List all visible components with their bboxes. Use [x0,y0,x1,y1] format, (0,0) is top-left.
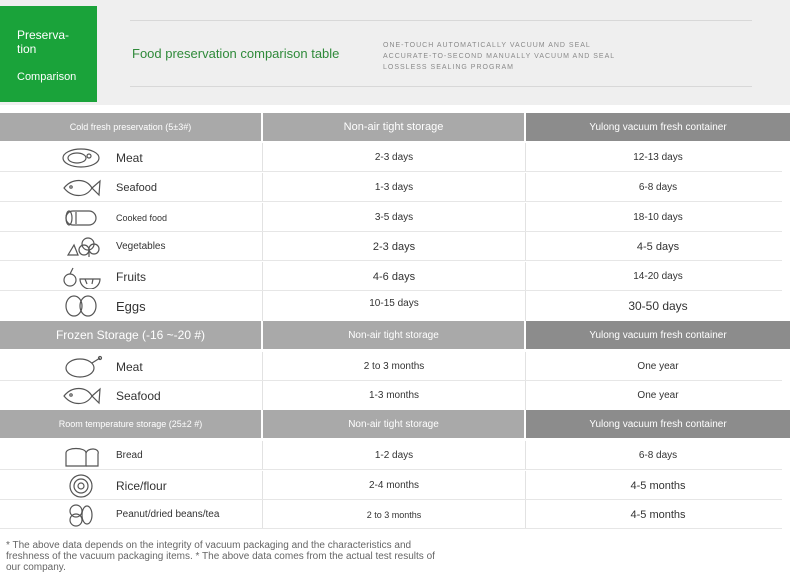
slogan [383,40,615,73]
non-air-value: 2 to 3 months [363,361,425,372]
section-header-room-temp [0,410,790,438]
table-row [0,262,790,291]
section-title: Frozen Storage (-16 ~-20 #) [0,321,261,349]
vacuum-value: 4-5 months [630,508,686,521]
column-header-vacuum: Yulong vacuum fresh container [526,113,790,141]
non-air-value: 3-5 days [374,212,414,223]
divider [130,86,752,87]
rice-bowl-icon [60,474,104,498]
vacuum-value: 12-13 days [633,152,683,163]
non-air-value: 1-2 days [374,450,414,461]
vacuum-value: One year [637,361,679,372]
table-row [0,500,790,529]
non-air-value: 2-3 days [374,152,414,163]
non-air-value: 1-3 months [368,390,420,401]
badge-line1: Preserva-tion [17,28,70,56]
slogan-line: ACCURATE-TO-SECOND MANUALLY VACUUM AND SEAL [383,53,616,60]
food-name: Seafood [116,181,157,194]
column-header-vacuum: Yulong vacuum fresh container [526,410,790,438]
table-row [0,471,790,500]
vacuum-value: 14-20 days [633,271,683,282]
table-row [0,291,790,321]
food-name: Seafood [116,388,161,403]
slogan-line: ONE-TOUCH AUTOMATICALLY VACUUM AND SEAL [383,42,591,49]
table-row [0,143,790,172]
column-header-non-air: Non-air tight storage [263,410,524,438]
footnote: * The above data depends on the integrity of vacuum packaging and the characteristics and freshness of the vacuum packaging items. * The above data comes from the actual test results of our company. [6,540,435,573]
food-name: Cooked food [116,212,168,223]
vacuum-value: 30-50 days [628,299,688,313]
chicken-icon [60,355,104,379]
non-air-value: 2-3 days [372,240,416,253]
section-header-cold [0,113,790,141]
sausage-icon [60,206,104,230]
badge [0,6,97,102]
non-air-value: 2-4 months [368,480,420,491]
food-name: Peanut/dried beans/tea [116,509,220,520]
section-title: Cold fresh preservation (5±3#) [0,113,261,141]
bread-icon [60,444,104,468]
food-name: Rice/flour [116,478,167,493]
vacuum-value: 6-8 days [638,450,678,461]
food-name: Meat [116,150,143,165]
non-air-value: 4-6 days [372,270,416,283]
vacuum-value: 6-8 days [638,182,678,193]
table-row [0,352,790,381]
table-row [0,381,790,410]
table-row [0,441,790,470]
page-title: Food preservation comparison table [132,46,340,61]
header-banner [0,0,790,105]
fish-icon [60,176,104,200]
peanut-icon [60,503,104,527]
section-header-frozen [0,321,790,349]
food-name: Meat [116,359,143,374]
non-air-value: 2 to 3 months [366,509,422,520]
column-header-non-air: Non-air tight storage [263,321,524,349]
vacuum-value: 4-5 days [636,240,680,253]
food-name: Eggs [116,298,146,314]
slogan-line: LOSSLESS SEALING PROGRAM [383,64,514,71]
food-name: Vegetables [116,241,166,252]
steak-icon [60,146,104,170]
fish-icon [60,384,104,408]
table-row [0,232,790,261]
vacuum-value: One year [637,390,679,401]
vegetables-icon [60,235,104,259]
food-name: Bread [116,450,143,461]
table-row [0,203,790,232]
non-air-value: 1-3 days [374,182,414,193]
non-air-value: 10-15 days [369,297,419,309]
section-title: Room temperature storage (25±2 #) [0,410,261,438]
food-name: Fruits [116,269,146,284]
vacuum-value: 4-5 months [630,479,686,492]
column-header-vacuum: Yulong vacuum fresh container [526,321,790,349]
eggs-icon [60,294,104,318]
fruits-icon [60,265,104,289]
column-header-non-air: Non-air tight storage [263,113,524,141]
divider [130,20,752,21]
table-row [0,173,790,202]
badge-line2: Comparison [17,71,77,83]
vacuum-value: 18-10 days [633,212,683,223]
